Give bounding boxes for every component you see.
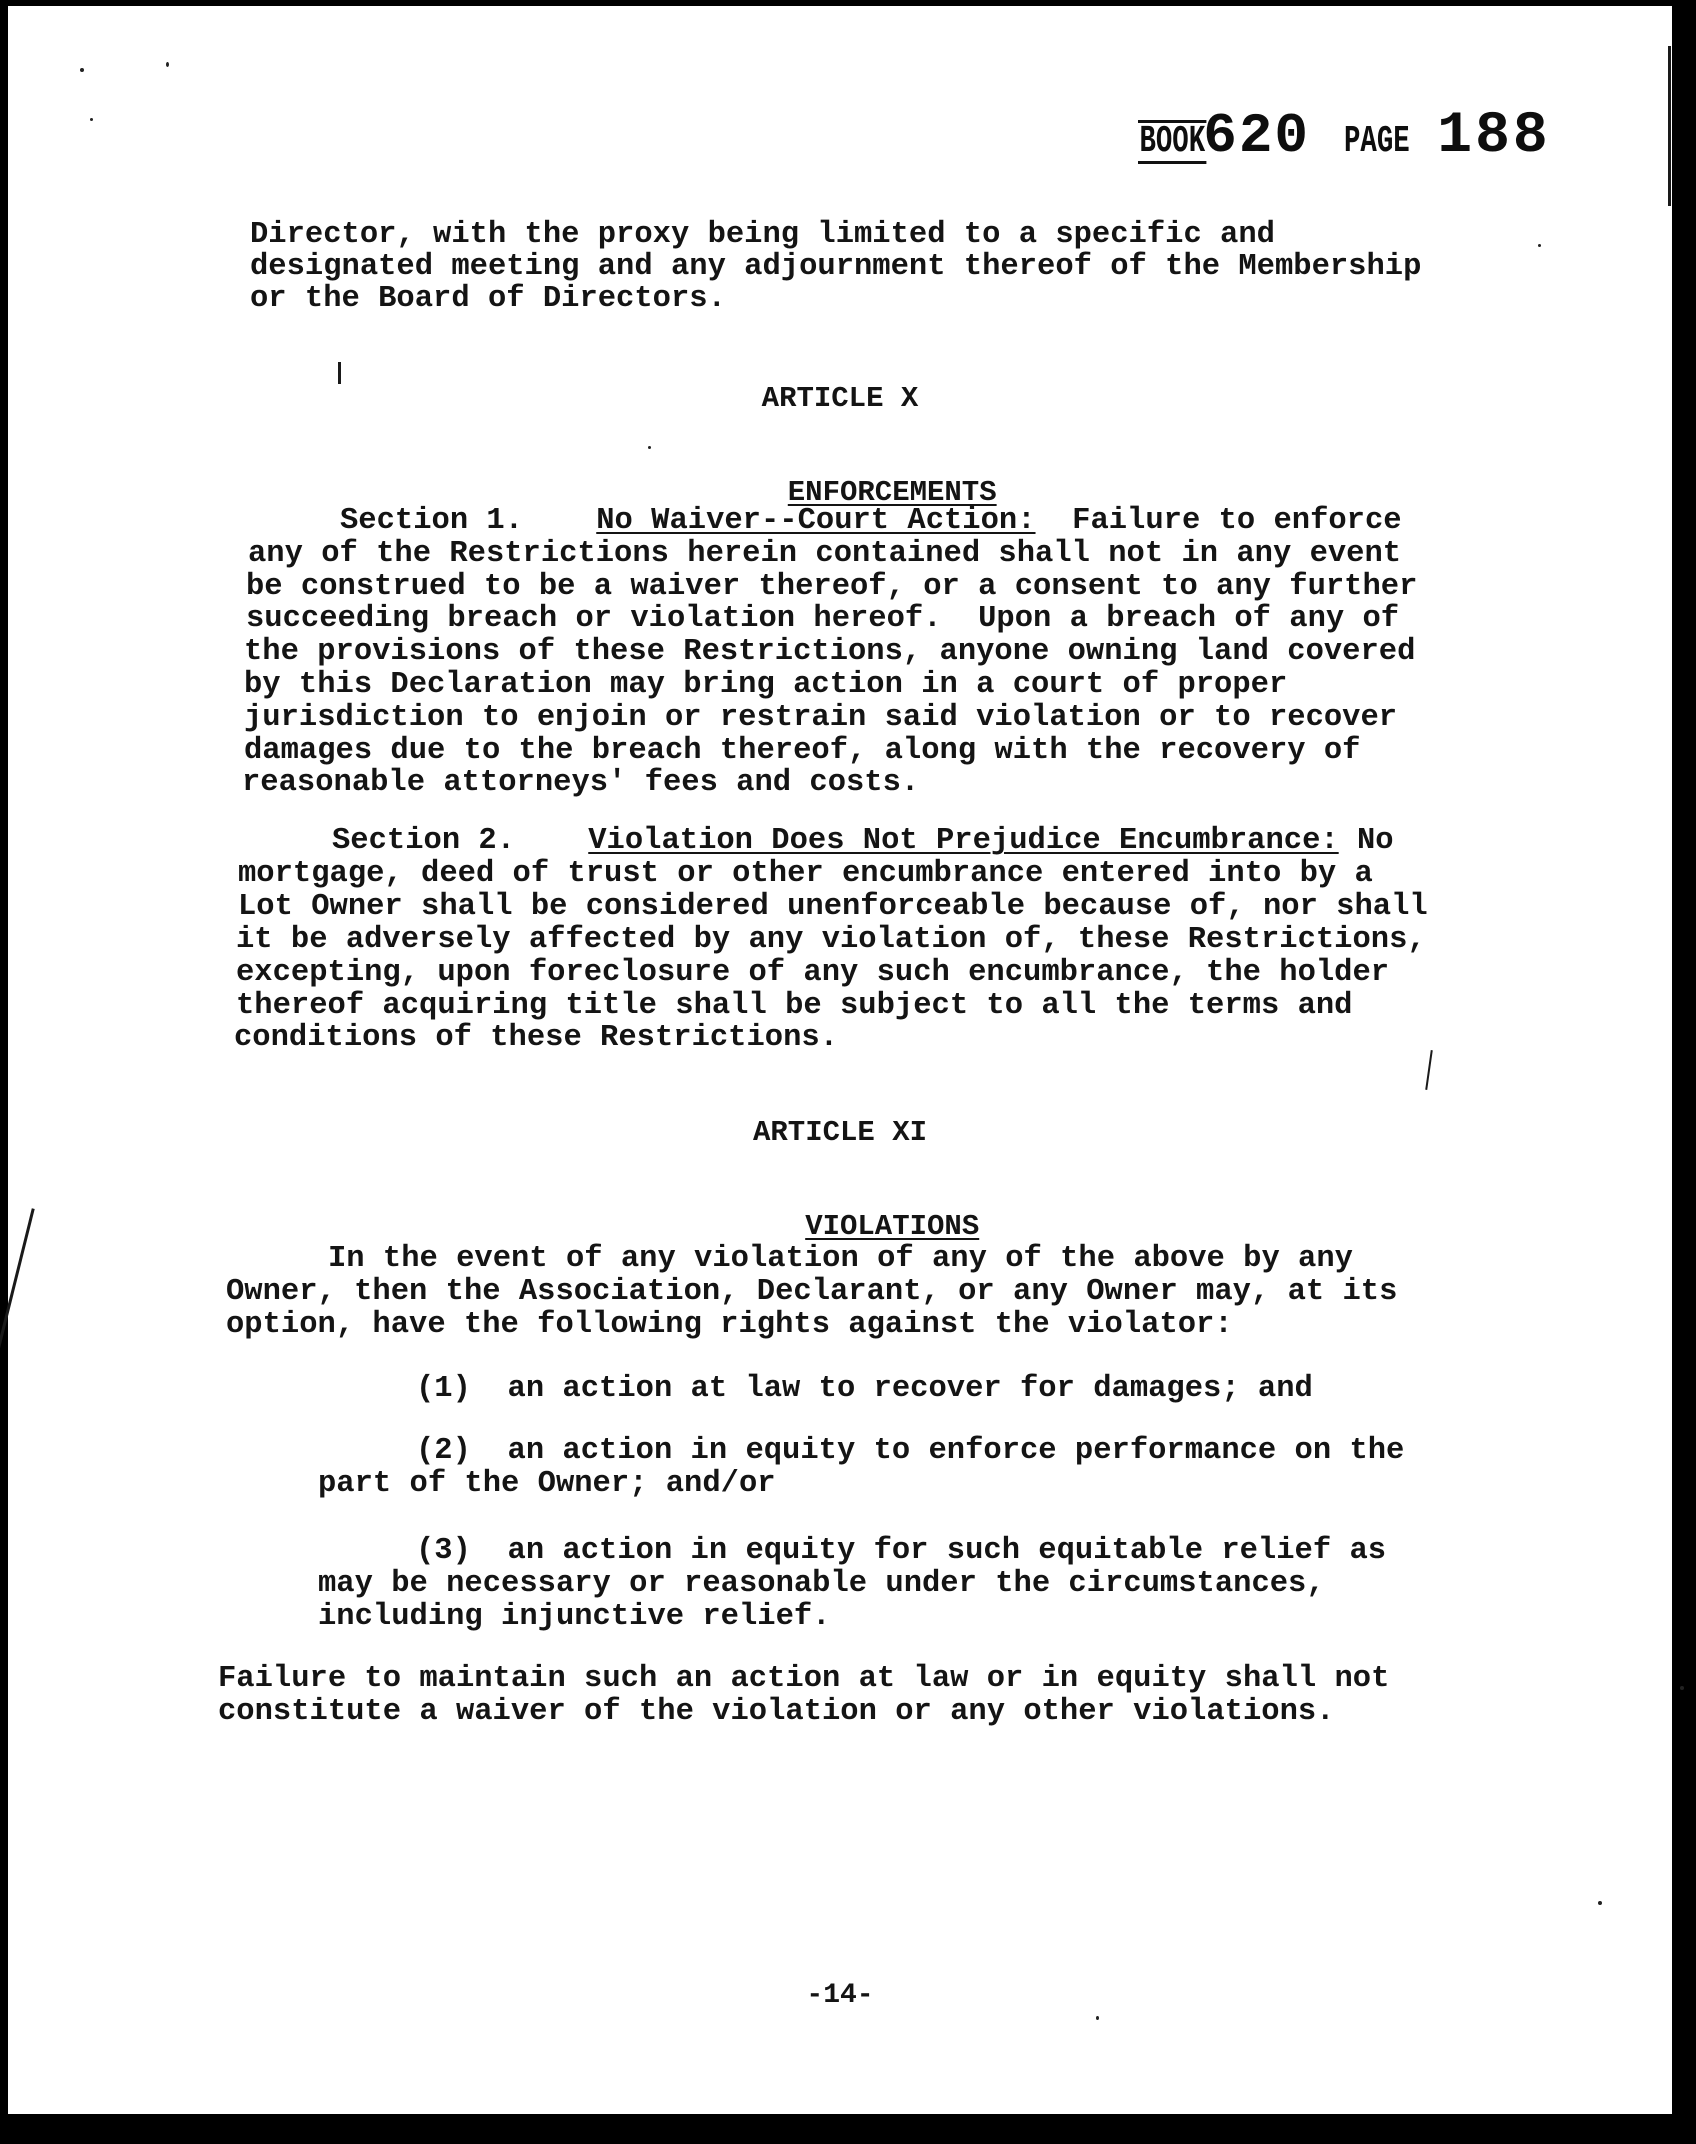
section1-first-line xyxy=(340,506,1402,537)
scan-speck xyxy=(166,62,169,67)
article-xi-intro-line: option, have the following rights against the violator: xyxy=(226,1308,1233,1342)
section2-first-line-rest: No xyxy=(1357,824,1394,858)
section1-line: jurisdiction to enjoin or restrain said violation or to recover xyxy=(244,701,1398,735)
section2-line: excepting, upon foreclosure of any such encumbrance, the holder xyxy=(236,956,1390,990)
article-x-title: ARTICLE X xyxy=(761,382,919,415)
book-page-stamp xyxy=(1138,104,1551,169)
section2-title: Violation Does Not Prejudice Encumbrance: xyxy=(588,824,1339,858)
scan-speck xyxy=(648,446,651,449)
closing-line: Failure to maintain such an action at law or in equity shall not xyxy=(218,1662,1390,1696)
scan-mark xyxy=(338,362,341,384)
page-label: PAGE xyxy=(1344,120,1410,163)
scan-mark xyxy=(1425,1050,1433,1090)
page-marker: -14- xyxy=(806,1980,874,2011)
closing-line: constitute a waiver of the violation or any other violations. xyxy=(218,1695,1335,1729)
section1-line: succeeding breach or violation hereof. Upon a breach of any of xyxy=(246,602,1400,636)
scan-speck xyxy=(90,118,93,121)
continuation-line: designated meeting and any adjournment thereof of the Membership xyxy=(250,250,1422,284)
section1-line: reasonable attorneys' fees and costs. xyxy=(242,766,920,800)
article-xi-intro-line: In the event of any violation of any of the above by any xyxy=(328,1242,1353,1276)
scan-speck xyxy=(1680,1686,1684,1690)
paper-sheet xyxy=(8,6,1672,2114)
scan-edge xyxy=(1668,46,1671,206)
section2-first-line xyxy=(332,826,1394,857)
remedy-item-1: (1) an action at law to recover for damages; and xyxy=(416,1372,1313,1406)
remedy-item-3-line: may be necessary or reasonable under the circumstances, xyxy=(318,1567,1325,1601)
remedy-item-3-line: including injunctive relief. xyxy=(318,1600,831,1634)
article-x-heading: ENFORCEMENTS xyxy=(787,476,997,509)
section1-label: Section 1. xyxy=(340,504,524,538)
section2-line: thereof acquiring title shall be subject to all the terms and xyxy=(236,989,1353,1023)
section2-label: Section 2. xyxy=(332,824,516,858)
scan-speck xyxy=(80,68,84,72)
remedy-item-3-line: (3) an action in equity for such equitable relief as xyxy=(416,1534,1387,1568)
section1-line: be construed to be a waiver thereof, or a consent to any further xyxy=(246,570,1418,604)
scan-speck xyxy=(1538,244,1541,247)
scan-speck xyxy=(1096,2016,1099,2020)
remedy-item-2-line: (2) an action in equity to enforce performance on the xyxy=(416,1434,1405,1468)
section1-first-line-rest: Failure to enforce xyxy=(1072,504,1402,538)
section1-title: No Waiver--Court Action: xyxy=(596,504,1036,538)
section2-line: it be adversely affected by any violation of, these Restrictions, xyxy=(236,923,1426,957)
continuation-line: Director, with the proxy being limited to a specific and xyxy=(250,218,1275,252)
page-number: 188 xyxy=(1437,104,1551,169)
book-number: 620 xyxy=(1203,104,1311,168)
scan-speck xyxy=(1598,1901,1602,1905)
article-xi-heading: VIOLATIONS xyxy=(805,1210,980,1243)
section1-line: the provisions of these Restrictions, anyone owning land covered xyxy=(244,635,1416,669)
continuation-line: or the Board of Directors. xyxy=(250,282,726,316)
section2-line: conditions of these Restrictions. xyxy=(234,1021,838,1055)
section2-line: Lot Owner shall be considered unenforceable because of, nor shall xyxy=(238,890,1428,924)
section1-line: any of the Restrictions herein contained shall not in any event xyxy=(248,537,1402,571)
section1-line: by this Declaration may bring action in a court of proper xyxy=(244,668,1288,702)
section2-line: mortgage, deed of trust or other encumbrance entered into by a xyxy=(238,857,1373,891)
article-xi-intro-line: Owner, then the Association, Declarant, or any Owner may, at its xyxy=(226,1275,1398,1309)
book-label: BOOK xyxy=(1139,120,1206,163)
remedy-item-2-line: part of the Owner; and/or xyxy=(318,1467,776,1501)
article-xi-title: ARTICLE XI xyxy=(752,1116,928,1149)
section1-line: damages due to the breach thereof, along with the recovery of xyxy=(244,734,1361,768)
